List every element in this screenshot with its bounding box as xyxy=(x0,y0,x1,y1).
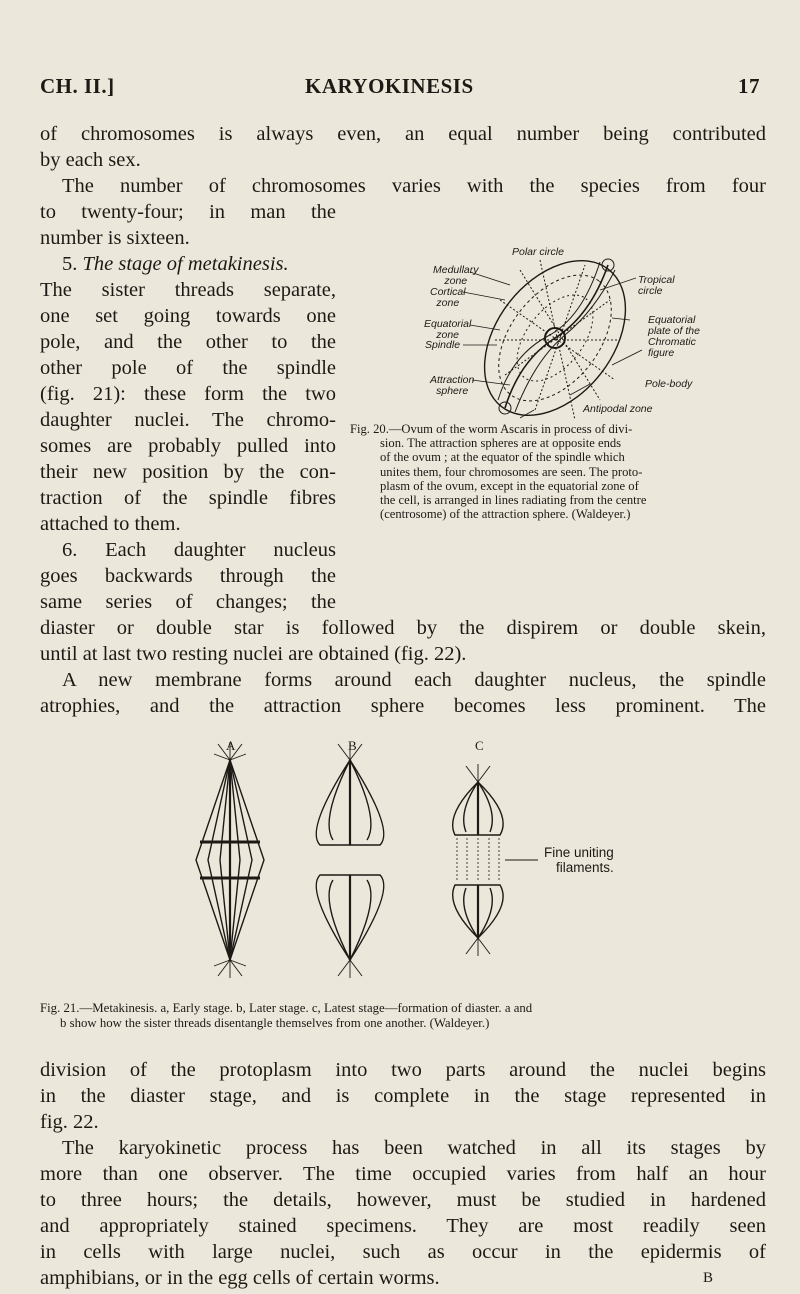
caption-line: unites them, four chromosomes are seen. The proto- xyxy=(380,465,643,479)
running-head-title: KARYOKINESIS xyxy=(305,74,474,98)
caption-line: b show how the sister threads disentangle themselves from one another. (Waldeyer.) xyxy=(60,1016,490,1030)
figure-21-letter-b: B xyxy=(348,738,357,753)
text-line: 5. The stage of metakinesis. xyxy=(62,253,289,275)
caption-line: sion. The attraction spheres are at opposite ends xyxy=(380,436,622,450)
text-line: diaster or double star is followed by the dispirem or double skein, xyxy=(40,617,766,639)
text-line: their new position by the con- xyxy=(40,461,336,483)
label-tropical-circle: Tropical circle xyxy=(638,274,675,297)
text-line: in cells with large nuclei, such as occur in the epidermis of xyxy=(40,1241,766,1263)
figure-21c xyxy=(453,764,538,956)
caption-line: (centrosome) of the attraction sphere. (Waldeyer.) xyxy=(380,507,631,521)
caption-line: Fig. 20.—Ovum of the worm Ascaris in process of divi- xyxy=(350,422,633,436)
text-line: until at last two resting nuclei are obtained (fig. 22). xyxy=(40,643,467,665)
label-equatorial-zone: Equatorial zone xyxy=(424,318,472,341)
text-line: goes backwards through the xyxy=(40,565,336,587)
text-line: A new membrane forms around each daughter nucleus, the spindle xyxy=(62,669,766,691)
label-pole-body: Pole-body xyxy=(645,378,693,390)
text-line: division of the protoplasm into two parts around the nuclei begins xyxy=(40,1059,766,1081)
text-line: (fig. 21): these form the two xyxy=(40,383,336,405)
text-line: atrophies, and the attraction sphere becomes less prominent. The xyxy=(40,695,766,717)
text-line: 6. Each daughter nucleus xyxy=(62,539,336,561)
caption-line: plasm of the ovum, except in the equatorial zone of xyxy=(380,479,639,493)
text-line: more than one observer. The time occupied varies from half an hour xyxy=(40,1163,766,1185)
text-line: of chromosomes is always even, an equal number being contributed xyxy=(40,123,766,145)
text-line: attached to them. xyxy=(40,513,181,535)
label-spindle: Spindle xyxy=(425,339,461,351)
text-line: to three hours; the details, however, must be studied in hardened xyxy=(40,1189,766,1211)
signature-mark: B xyxy=(703,1270,714,1286)
text-line: pole, and the other to the xyxy=(40,331,336,353)
text-line: The karyokinetic process has been watched in all its stages by xyxy=(62,1137,766,1159)
text-line: same series of changes; the xyxy=(40,591,336,613)
label-polar-circle: Polar circle xyxy=(512,246,564,258)
label-cortical-zone: Cortical zone xyxy=(430,286,466,309)
label-antipodal-zone: Antipodal zone xyxy=(583,403,653,415)
figure-21-letter-c: C xyxy=(475,738,484,753)
text-line: one set going towards one xyxy=(40,305,336,327)
running-head-chapter: CH. II.] xyxy=(40,74,115,98)
text-line: and appropriately stained specimens. They are most readily seen xyxy=(40,1215,766,1237)
text-line: other pole of the spindle xyxy=(40,357,336,379)
text-line: traction of the spindle fibres xyxy=(40,487,336,509)
text-line: The sister threads separate, xyxy=(40,279,336,301)
caption-line: the cell, is arranged in lines radiating from the centre xyxy=(380,493,647,507)
caption-line: Fig. 21.—Metakinesis. a, Early stage. b, Later stage. c, Latest stage—formation of diaster. a and xyxy=(40,1001,533,1015)
figure-21a xyxy=(196,742,264,978)
text-line: amphibians, or in the egg cells of certain worms. xyxy=(40,1267,440,1289)
text-line: somes are probably pulled into xyxy=(40,435,336,457)
text-line: The number of chromosomes varies with the species from four xyxy=(62,175,766,197)
label-medullary-zone: Medullary zone xyxy=(433,264,479,287)
label-equatorial-plate: Equatorial plate of the Chromatic figure xyxy=(648,314,700,359)
text-line: number is sixteen. xyxy=(40,227,190,249)
text-line: fig. 22. xyxy=(40,1111,99,1133)
text-line: to twenty-four; in man the xyxy=(40,201,336,223)
figure-21-letter-a: A xyxy=(226,738,236,753)
text-line: daughter nuclei. The chromo- xyxy=(40,409,336,431)
label-fine-uniting-filaments: Fine uniting filaments. xyxy=(544,845,614,875)
label-attraction-sphere: Attraction sphere xyxy=(430,374,475,397)
text-line: in the diaster stage, and is complete in the stage represented in xyxy=(40,1085,766,1107)
caption-line: of the ovum ; at the equator of the spindle which xyxy=(380,450,625,464)
text-line: by each sex. xyxy=(40,149,141,171)
page-number: 17 xyxy=(738,74,760,98)
figure-21b xyxy=(316,742,384,978)
